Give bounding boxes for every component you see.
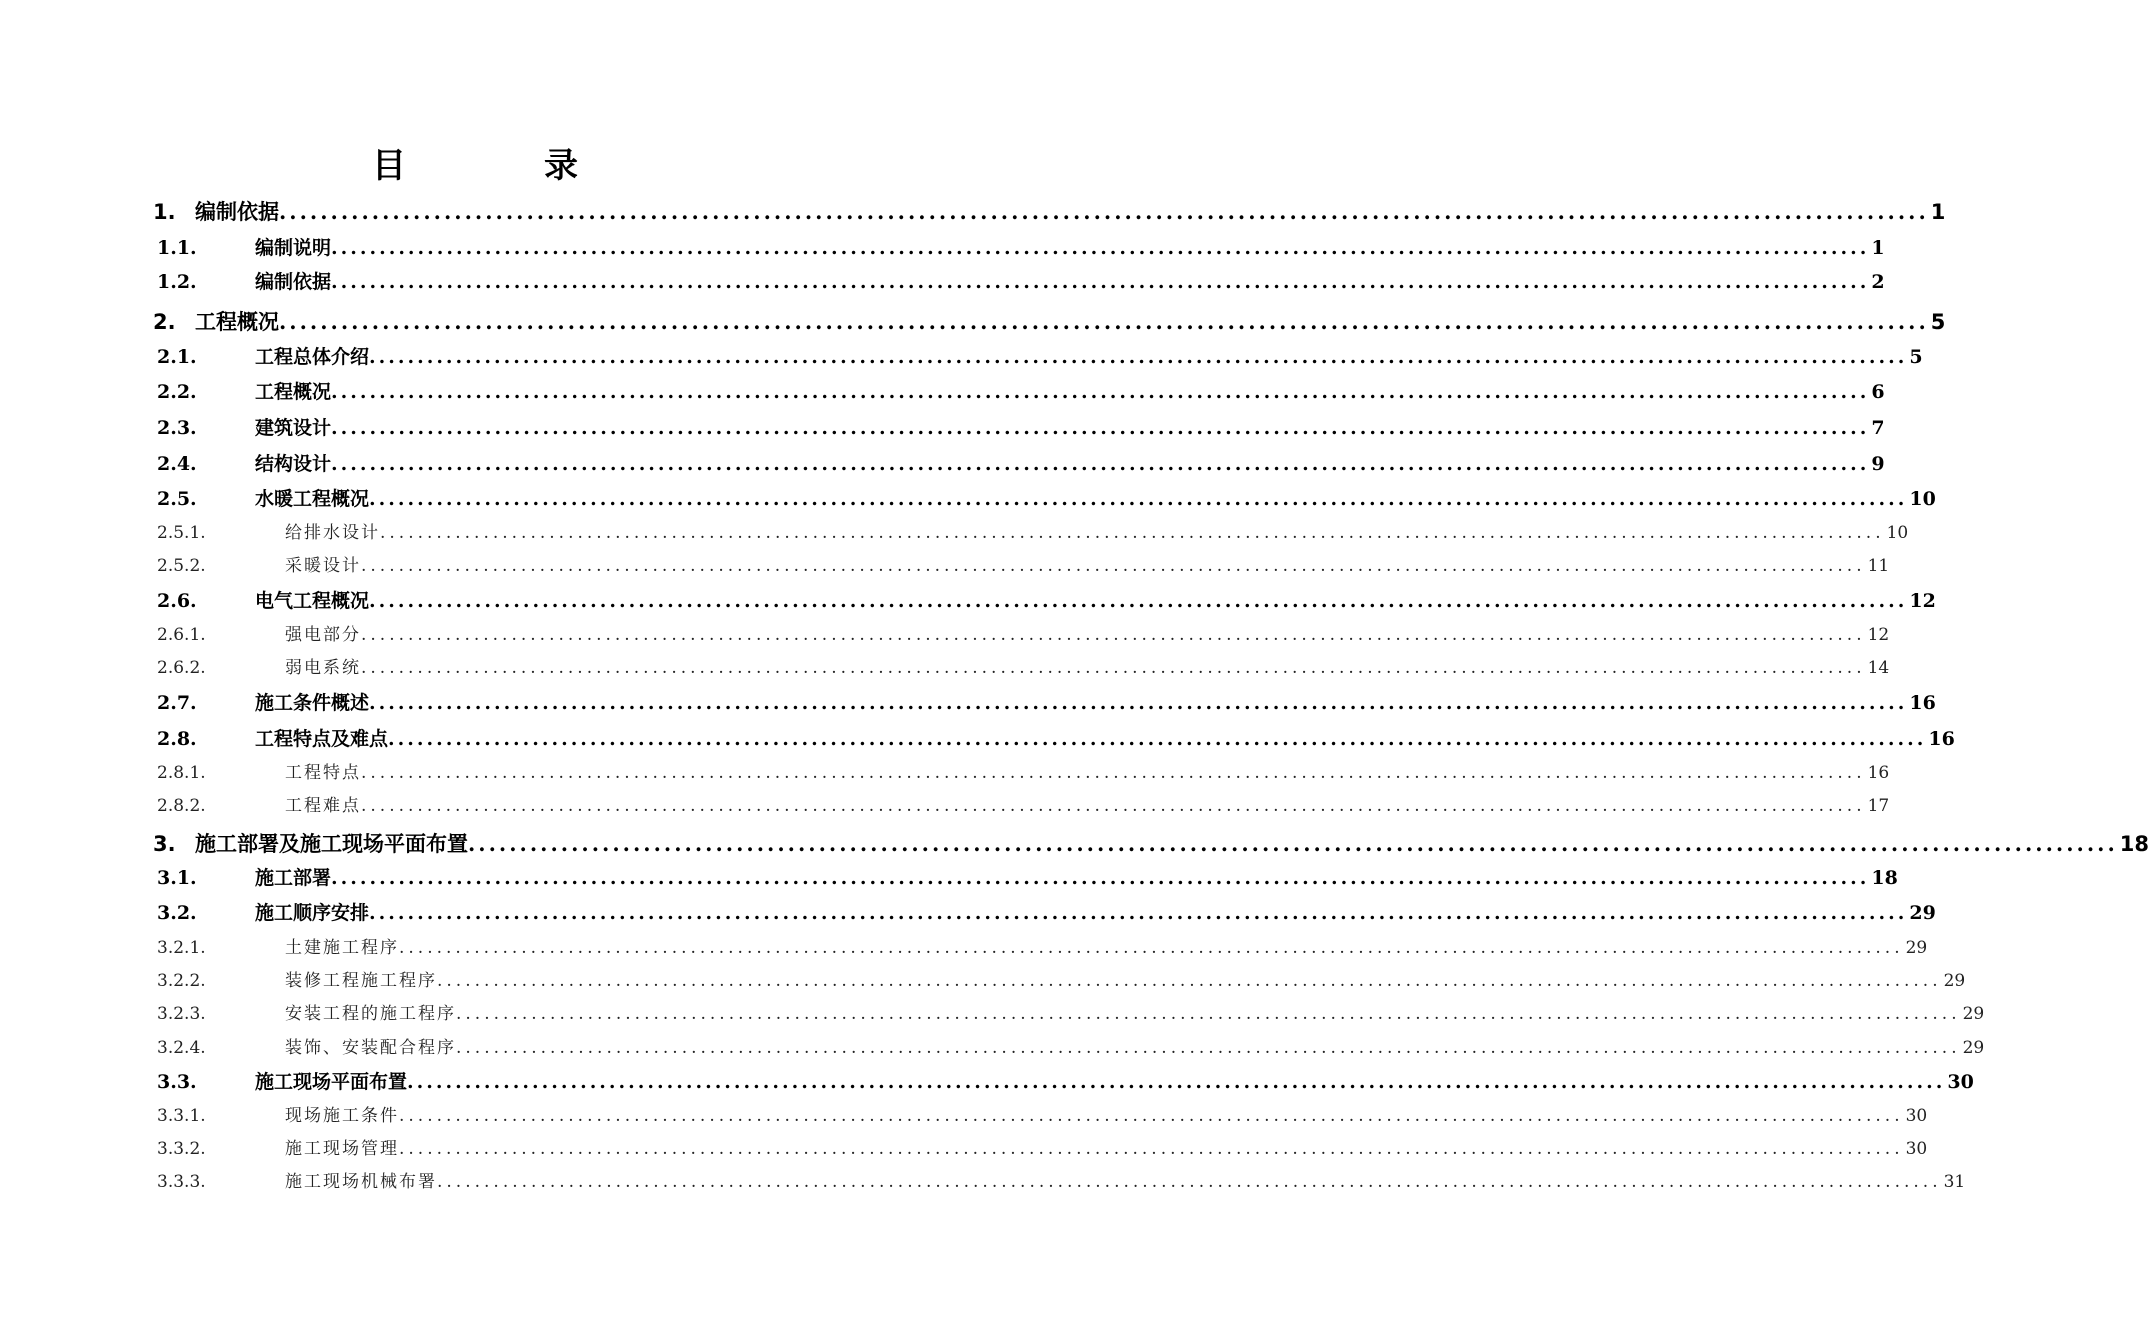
toc-entry[interactable] (153, 1167, 1966, 1192)
toc-entry-number: 3.2.2. (157, 971, 206, 991)
toc-entry-label: 结构设计 (255, 453, 332, 475)
toc-leader-dots: ................................................................................................................................................................ (361, 658, 1866, 678)
toc-entry-number: 3. (153, 832, 176, 856)
toc-entry-label: 建筑设计 (255, 417, 332, 439)
toc-entry[interactable] (153, 518, 1909, 543)
toc-entry-number: 2.7. (157, 692, 197, 714)
toc-entry-number: 2.8.1. (157, 763, 206, 783)
toc-entry-label: 编制依据 (195, 200, 279, 224)
toc-entry-number: 3.3.2. (157, 1139, 206, 1159)
toc-entry-label: 现场施工条件 (285, 1106, 399, 1126)
toc-leader-dots: ................................................................................................................................................................ (331, 237, 1870, 259)
toc-entry-label: 施工条件概述 (255, 692, 370, 714)
toc-entry-page: 18 (2119, 832, 2149, 856)
toc-entry-number: 1.2. (157, 271, 197, 293)
toc-entry-label: 编制依据 (255, 271, 332, 293)
toc-entry-label: 弱电系统 (285, 658, 361, 678)
toc-leader-dots: ................................................................................................................................................................ (361, 796, 1866, 816)
toc-entry-page: 12 (1909, 590, 1936, 612)
toc-entry-label: 工程概况 (255, 381, 332, 403)
toc-entry[interactable] (153, 758, 1890, 783)
toc-entry-page: 1 (1930, 200, 1946, 224)
toc-entry-number: 2. (153, 310, 176, 334)
toc-entry-label: 土建施工程序 (285, 938, 399, 958)
toc-entry[interactable] (153, 966, 1966, 991)
toc-entry-number: 3.2.1. (157, 938, 206, 958)
toc-leader-dots: ................................................................................................................................................................ (456, 1004, 1961, 1024)
toc-entry-label: 水暖工程概况 (255, 488, 370, 510)
toc-leader-dots: ................................................................................................................................................................ (279, 309, 1929, 334)
toc-leader-dots: ................................................................................................................................................................ (369, 590, 1908, 612)
toc-entry-label: 施工部署及施工现场平面布置 (195, 832, 468, 856)
toc-entry-number: 3.2.4. (157, 1038, 206, 1058)
toc-leader-dots: ................................................................................................................................................................ (369, 902, 1908, 924)
toc-entry[interactable] (153, 306, 1946, 336)
toc-entry-label: 强电部分 (285, 625, 361, 645)
toc-leader-dots: ................................................................................................................................................................ (331, 271, 1870, 293)
toc-leader-dots: ................................................................................................................................................................ (331, 417, 1870, 439)
toc-entry-number: 2.6. (157, 590, 197, 612)
toc-leader-dots: ................................................................................................................................................................ (369, 488, 1908, 510)
toc-entry-label: 施工现场管理 (285, 1139, 399, 1159)
toc-entry[interactable] (153, 484, 1936, 511)
toc-entry-page: 29 (1905, 938, 1928, 958)
toc-entry-label: 电气工程概况 (255, 590, 370, 612)
toc-leader-dots: ................................................................................................................................................................ (407, 1071, 1946, 1093)
toc-leader-dots: ................................................................................................................................................................ (361, 556, 1866, 576)
toc-entry-page: 29 (1943, 971, 1966, 991)
toc-entry-page: 2 (1871, 271, 1885, 293)
toc-leader-dots: ................................................................................................................................................................ (388, 728, 1927, 750)
toc-entry[interactable] (153, 377, 1885, 404)
toc-entry[interactable] (153, 1067, 1974, 1094)
toc-entry-number: 2.1. (157, 346, 197, 368)
toc-entry-number: 2.8. (157, 728, 197, 750)
toc-entry-page: 5 (1909, 346, 1923, 368)
toc-entry[interactable] (153, 999, 1985, 1024)
toc-leader-dots: ................................................................................................................................................................ (331, 381, 1870, 403)
toc-entry-label: 工程总体介绍 (255, 346, 370, 368)
toc-entry[interactable] (153, 413, 1885, 440)
toc-entry[interactable] (153, 267, 1885, 294)
toc-entry-page: 10 (1909, 488, 1936, 510)
toc-entry-page: 10 (1886, 523, 1909, 543)
toc-entry-label: 采暖设计 (285, 556, 361, 576)
toc-entry[interactable] (153, 233, 1885, 260)
toc-entry-page: 1 (1871, 237, 1885, 259)
toc-entry-number: 3.2.3. (157, 1004, 206, 1024)
toc-entry-label: 工程概况 (195, 310, 279, 334)
toc-entry[interactable] (153, 196, 1946, 226)
toc-entry-page: 16 (1928, 728, 1955, 750)
toc-leader-dots: ................................................................................................................................................................ (437, 1172, 1942, 1192)
toc-entry[interactable] (153, 1101, 1928, 1126)
toc-entry[interactable] (153, 1033, 1985, 1058)
toc-entry-number: 2.5. (157, 488, 197, 510)
toc-entry-label: 工程特点 (285, 763, 361, 783)
toc-entry-label: 给排水设计 (285, 523, 380, 543)
toc-entry-number: 2.6.1. (157, 625, 206, 645)
toc-entry-label: 编制说明 (255, 237, 332, 259)
toc-entry-number: 1.1. (157, 237, 197, 259)
toc-entry[interactable] (153, 586, 1936, 613)
toc-entry-page: 30 (1947, 1071, 1974, 1093)
toc-entry-number: 2.6.2. (157, 658, 206, 678)
toc-entry-page: 31 (1943, 1172, 1966, 1192)
toc-entry-page: 11 (1867, 556, 1890, 576)
toc-entry[interactable] (153, 933, 1928, 958)
toc-leader-dots: ................................................................................................................................................................ (369, 346, 1908, 368)
toc-entry-page: 7 (1871, 417, 1885, 439)
toc-leader-dots: ................................................................................................................................................................ (437, 971, 1942, 991)
toc-entry-page: 29 (1909, 902, 1936, 924)
toc-leader-dots: ................................................................................................................................................................ (399, 1106, 1904, 1126)
toc-entry[interactable] (153, 724, 1955, 751)
toc-entry-number: 3.3.3. (157, 1172, 206, 1192)
toc-entry[interactable] (153, 551, 1890, 576)
toc-entry-label: 装饰、安装配合程序 (285, 1038, 456, 1058)
toc-entry-number: 3.3. (157, 1071, 197, 1093)
toc-leader-dots: ................................................................................................................................................................ (361, 763, 1866, 783)
toc-entry[interactable] (153, 653, 1890, 678)
toc-entry-page: 17 (1867, 796, 1890, 816)
toc-entry-page: 12 (1867, 625, 1890, 645)
toc-entry-page: 16 (1909, 692, 1936, 714)
toc-entry-page: 6 (1871, 381, 1885, 403)
toc-entry[interactable] (153, 620, 1890, 645)
toc-entry-number: 2.4. (157, 453, 197, 475)
toc-entry[interactable] (153, 342, 1923, 369)
toc-entry-page: 29 (1962, 1038, 1985, 1058)
toc-entry-page: 29 (1962, 1004, 1985, 1024)
toc-entry-number: 1. (153, 200, 176, 224)
toc-entry-page: 9 (1871, 453, 1885, 475)
toc-leader-dots: ................................................................................................................................................................ (380, 523, 1885, 543)
toc-leader-dots: ................................................................................................................................................................ (468, 831, 2118, 856)
toc-leader-dots: ................................................................................................................................................................ (456, 1038, 1961, 1058)
toc-leader-dots: ................................................................................................................................................................ (369, 692, 1908, 714)
toc-entry-number: 3.3.1. (157, 1106, 206, 1126)
page-title: 目 录 (372, 146, 630, 186)
toc-leader-dots: ................................................................................................................................................................ (399, 938, 1904, 958)
toc-entry-label: 装修工程施工程序 (285, 971, 437, 991)
toc-leader-dots: ................................................................................................................................................................ (399, 1139, 1904, 1159)
toc-entry-label: 工程难点 (285, 796, 361, 816)
toc-entry-label: 施工现场平面布置 (255, 1071, 408, 1093)
toc-entry-page: 18 (1871, 867, 1898, 889)
toc-leader-dots: ................................................................................................................................................................ (279, 199, 1929, 224)
toc-leader-dots: ................................................................................................................................................................ (361, 625, 1866, 645)
toc-entry-number: 2.2. (157, 381, 197, 403)
toc-entry-number: 3.1. (157, 867, 197, 889)
toc-entry[interactable] (153, 828, 2149, 858)
toc-entry[interactable] (153, 791, 1890, 816)
toc-entry[interactable] (153, 449, 1885, 476)
toc-entry-page: 30 (1905, 1139, 1928, 1159)
toc-entry-label: 施工顺序安排 (255, 902, 370, 924)
toc-entry-label: 施工部署 (255, 867, 332, 889)
toc-entry[interactable] (153, 863, 1898, 890)
toc-entry-number: 2.8.2. (157, 796, 206, 816)
toc-entry-page: 16 (1867, 763, 1890, 783)
toc-entry-label: 安装工程的施工程序 (285, 1004, 456, 1024)
toc-entry-page: 5 (1930, 310, 1946, 334)
toc-entry-page: 30 (1905, 1106, 1928, 1126)
toc-entry-number: 3.2. (157, 902, 197, 924)
toc-entry-label: 工程特点及难点 (255, 728, 389, 750)
toc-leader-dots: ................................................................................................................................................................ (331, 867, 1870, 889)
toc-entry[interactable] (153, 1134, 1928, 1159)
toc-entry-number: 2.3. (157, 417, 197, 439)
toc-entry-page: 14 (1867, 658, 1890, 678)
toc-entry[interactable] (153, 898, 1936, 925)
toc-entry-label: 施工现场机械布署 (285, 1172, 437, 1192)
toc-entry-number: 2.5.1. (157, 523, 206, 543)
toc-entry-number: 2.5.2. (157, 556, 206, 576)
toc-entry[interactable] (153, 688, 1936, 715)
toc-leader-dots: ................................................................................................................................................................ (331, 453, 1870, 475)
